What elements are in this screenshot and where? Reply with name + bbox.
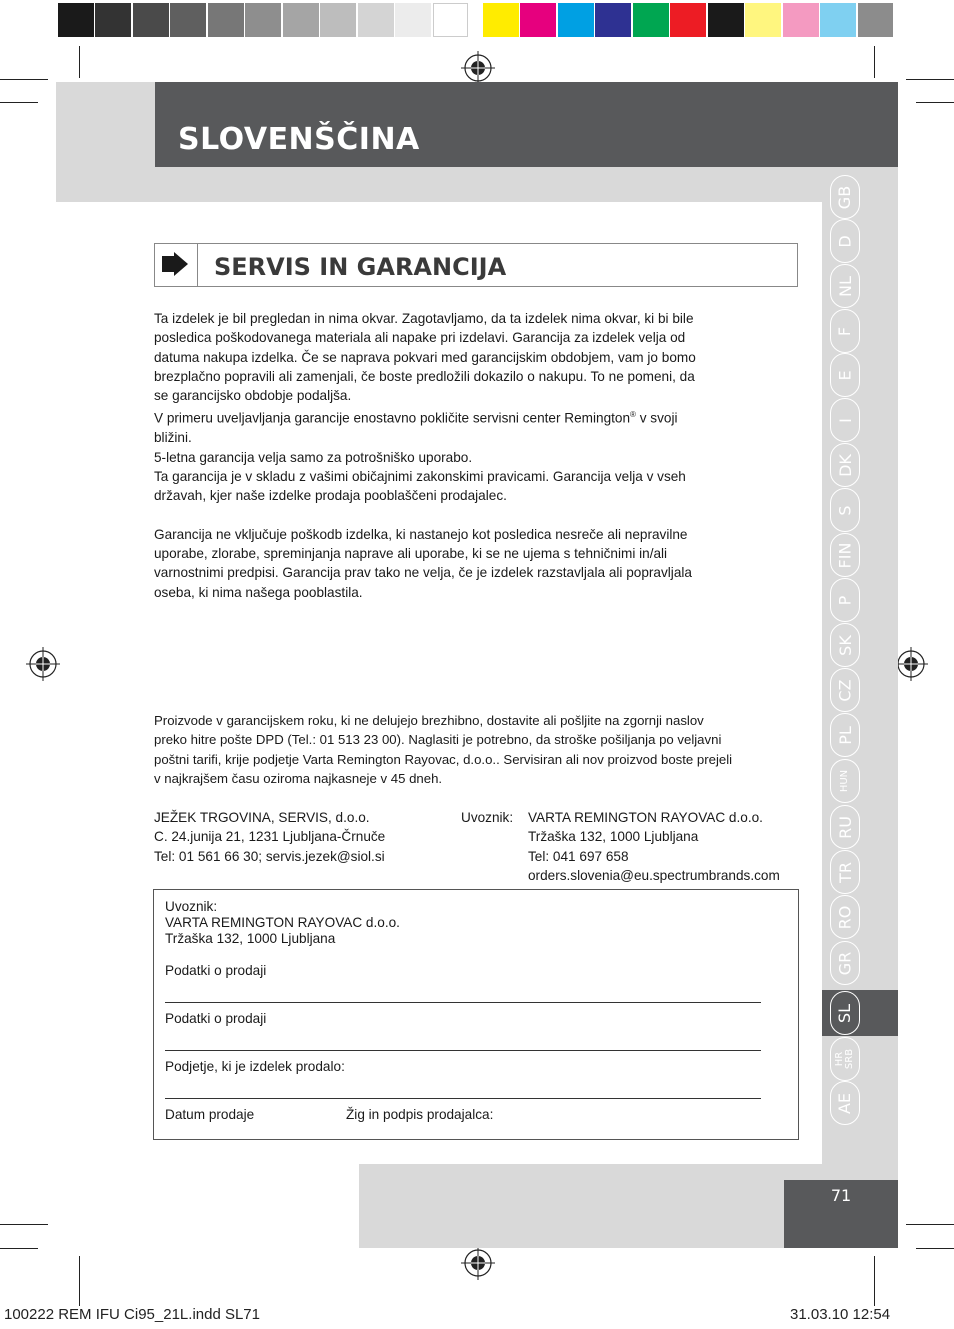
text-line: Proizvode v garancijskem roku, ki ne delujejo brezhibno, dostavite ali pošljite na zgornji naslov [154, 713, 704, 728]
language-tab-label: P [835, 595, 855, 605]
shipping-text [154, 711, 814, 788]
registration-mark-icon [894, 647, 928, 681]
color-swatch [745, 3, 781, 37]
file-slug: 100222 REM IFU Ci95_21L.indd SL71 [4, 1306, 260, 1323]
form-head-line: Uvoznik: [165, 899, 218, 914]
language-tab-label: F [835, 326, 855, 336]
color-swatch [433, 3, 469, 37]
color-swatch [783, 3, 819, 37]
address-line: C. 24.junija 21, 1231 Ljubljana-Črnuče [154, 829, 386, 845]
color-swatch [395, 3, 431, 37]
color-swatch [670, 3, 706, 37]
language-tab-label: HR SRB [834, 1048, 855, 1070]
crop-mark [0, 1224, 48, 1225]
language-tab-tr[interactable] [830, 850, 860, 894]
registration-mark-icon [26, 647, 60, 681]
address-line: VARTA REMINGTON RAYOVAC d.o.o. [528, 810, 763, 825]
text-line: Ta izdelek je bil pregledan in nima okvar. Zagotavljamo, da ta izdelek nima okvar, ki bi bile [154, 311, 694, 326]
crop-mark [916, 1248, 954, 1249]
color-swatch [95, 3, 131, 37]
color-bar-process [483, 3, 895, 37]
form-field-label: Podjetje, ki je izdelek prodalo: [165, 1059, 345, 1074]
language-tab-fin[interactable] [830, 533, 860, 577]
language-tab-d[interactable] [830, 219, 860, 263]
text-line [154, 405, 794, 428]
form-underline[interactable] [165, 1050, 761, 1051]
language-tab-label: TR [835, 861, 855, 883]
form-underline[interactable] [165, 1002, 761, 1003]
crop-mark [906, 79, 954, 80]
language-tab-label: RU [835, 815, 855, 839]
language-tab-label: GR [835, 951, 855, 975]
importer-address [528, 808, 780, 885]
language-tab-hr-srb[interactable] [830, 1037, 860, 1081]
language-tab-label: GB [835, 185, 855, 209]
crop-mark [0, 102, 38, 103]
registration-mark-icon [461, 51, 495, 85]
color-swatch [633, 3, 669, 37]
text-line: Garancija ne vključuje poškodb izdelka, ki nastanejo kot posledica nesreče ali nepravilne [154, 526, 688, 542]
language-tab-label: DK [835, 453, 855, 477]
language-tab-label: FIN [835, 542, 855, 568]
address-line: orders.slovenia@eu.spectrumbrands.com [528, 867, 780, 883]
text-line: preko hitre pošte DPD (Tel.: 01 513 23 00). Naglasiti je potrebno, da stroške pošiljanja po veljavni [154, 732, 722, 748]
registration-mark-icon [461, 1246, 495, 1280]
color-swatch [483, 3, 519, 37]
warranty-text [154, 309, 794, 602]
color-swatch [520, 3, 556, 37]
address-line: JEŽEK TRGOVINA, SERVIS, d.o.o. [154, 810, 370, 825]
crop-mark [0, 79, 48, 80]
file-timestamp: 31.03.10 12:54 [790, 1306, 891, 1323]
language-tab-ae[interactable] [830, 1081, 860, 1125]
importer-label: Uvoznik: [461, 810, 514, 825]
text-line: Ta garancija je v skladu z vašimi običajnimi zakonskimi pravicami. Garancija velja v vseh [154, 468, 686, 484]
color-swatch [170, 3, 206, 37]
language-tab-label: HUN [838, 769, 850, 793]
language-tab-label: AE [835, 1092, 855, 1114]
form-head-line: VARTA REMINGTON RAYOVAC d.o.o. [165, 915, 400, 930]
language-tab-label: CZ [835, 678, 855, 702]
language-tab-i[interactable] [830, 398, 860, 442]
arrow-right-icon [154, 243, 196, 285]
section-icon-cell [154, 243, 198, 287]
language-tab-p[interactable] [830, 578, 860, 622]
crop-mark [916, 102, 954, 103]
crop-mark [79, 1256, 80, 1306]
language-tab-dk[interactable] [830, 443, 860, 487]
language-tab-pl[interactable] [830, 713, 860, 757]
color-swatch [320, 3, 356, 37]
sale-date-label: Datum prodaje [165, 1107, 255, 1122]
crop-mark [0, 1248, 38, 1249]
color-swatch [820, 3, 856, 37]
text-line: 5-letna garancija velja samo za potrošniško uporabo. [154, 449, 473, 465]
color-swatch [358, 3, 394, 37]
language-tab-label: PL [835, 725, 855, 745]
language-tab-ru[interactable] [830, 805, 860, 849]
language-tab-label: E [835, 369, 855, 381]
language-tab-label: I [835, 417, 855, 423]
language-tab-gb[interactable] [830, 175, 860, 219]
text-line: brezplačno popravili ali zamenjali, če boste predložili dokazilo o nakupu. To ne pomeni, da [154, 368, 695, 384]
page-title: SLOVENŠČINA [178, 122, 420, 157]
address-line: Tel: 01 561 66 30; servis.jezek@siol.si [154, 848, 385, 864]
color-swatch [708, 3, 744, 37]
color-swatch [133, 3, 169, 37]
color-bar-grays [58, 3, 470, 37]
text-line: se garancijsko obdobje podaljša. [154, 388, 352, 404]
text-line: uporabe, zlorabe, spreminjanja naprave ali uporabe, ki se ne ujema s tehničnimi in/ali [154, 546, 668, 562]
service-address [154, 808, 385, 866]
text-line: oseba, ki nima našega pooblastila. [154, 584, 363, 600]
color-swatch [208, 3, 244, 37]
form-field-label: Podatki o prodaji [165, 963, 267, 978]
language-tab-e[interactable] [830, 353, 860, 397]
form-field-label: Podatki o prodaji [165, 1011, 267, 1026]
language-tab-label: RO [835, 905, 855, 929]
language-tab-label: D [835, 234, 855, 248]
color-swatch [858, 3, 894, 37]
form-head [165, 899, 400, 947]
text-line: bližini. [154, 430, 192, 446]
spacer [154, 506, 794, 525]
crop-mark [874, 1256, 875, 1306]
text-line: varnostnimi predpisi. Garancija prav tako ne velja, če je izdelek razstavljala ali popravljala [154, 565, 692, 581]
language-tab-gr[interactable] [830, 941, 860, 985]
color-swatch [283, 3, 319, 37]
language-tab-f[interactable] [830, 309, 860, 353]
color-swatch [595, 3, 631, 37]
page-number: 71 [830, 1186, 852, 1205]
language-tab-label: S [835, 504, 855, 516]
text-span: V primeru uveljavljanja garancije enostavno pokličite servisni center Remington [154, 411, 631, 427]
crop-mark [906, 1224, 954, 1225]
language-tab-label: NL [835, 275, 855, 297]
text-line: v najkrajšem času oziroma najkasneje v 45 dneh. [154, 770, 443, 786]
language-tab-label: SK [835, 634, 855, 656]
form-head-line: Tržaška 132, 1000 Ljubljana [165, 931, 336, 946]
color-swatch [58, 3, 94, 37]
text-line: posledica poškodovanega materiala ali napake pri izdelavi. Garancija za izdelek velja od [154, 330, 686, 346]
language-tab-s[interactable] [830, 488, 860, 532]
registered-mark: ® [630, 410, 636, 420]
section-title: SERVIS IN GARANCIJA [214, 253, 507, 281]
language-tab-ro[interactable] [830, 895, 860, 939]
crop-mark [874, 46, 875, 78]
color-swatch [558, 3, 594, 37]
color-swatch [245, 3, 281, 37]
language-tab-hun[interactable] [830, 759, 860, 803]
text-span: v svoji [635, 411, 678, 427]
language-tab-label: SL [835, 1003, 855, 1023]
form-underline[interactable] [165, 1098, 761, 1099]
language-tab-nl[interactable] [830, 264, 860, 308]
crop-mark [79, 46, 80, 78]
text-line: poštni tarifi, krije podjetje Varta Remington Rayovac, d.o.o.. Servisiran ali nov proizvod boste prejeli [154, 751, 733, 767]
language-tab-sl[interactable] [830, 991, 860, 1035]
address-line: Tel: 041 697 658 [528, 848, 629, 864]
address-line: Tržaška 132, 1000 Ljubljana [528, 829, 699, 845]
language-tab-cz[interactable] [830, 668, 860, 712]
language-tab-sk[interactable] [830, 623, 860, 667]
text-line: državah, kjer naše izdelke prodaja pooblaščeni prodajalec. [154, 488, 507, 504]
stamp-signature-label: Žig in podpis prodajalca: [346, 1107, 494, 1122]
text-line: datuma nakupa izdelka. Če se naprava pokvari med garancijskim obdobjem, vam jo bomo [154, 349, 696, 365]
